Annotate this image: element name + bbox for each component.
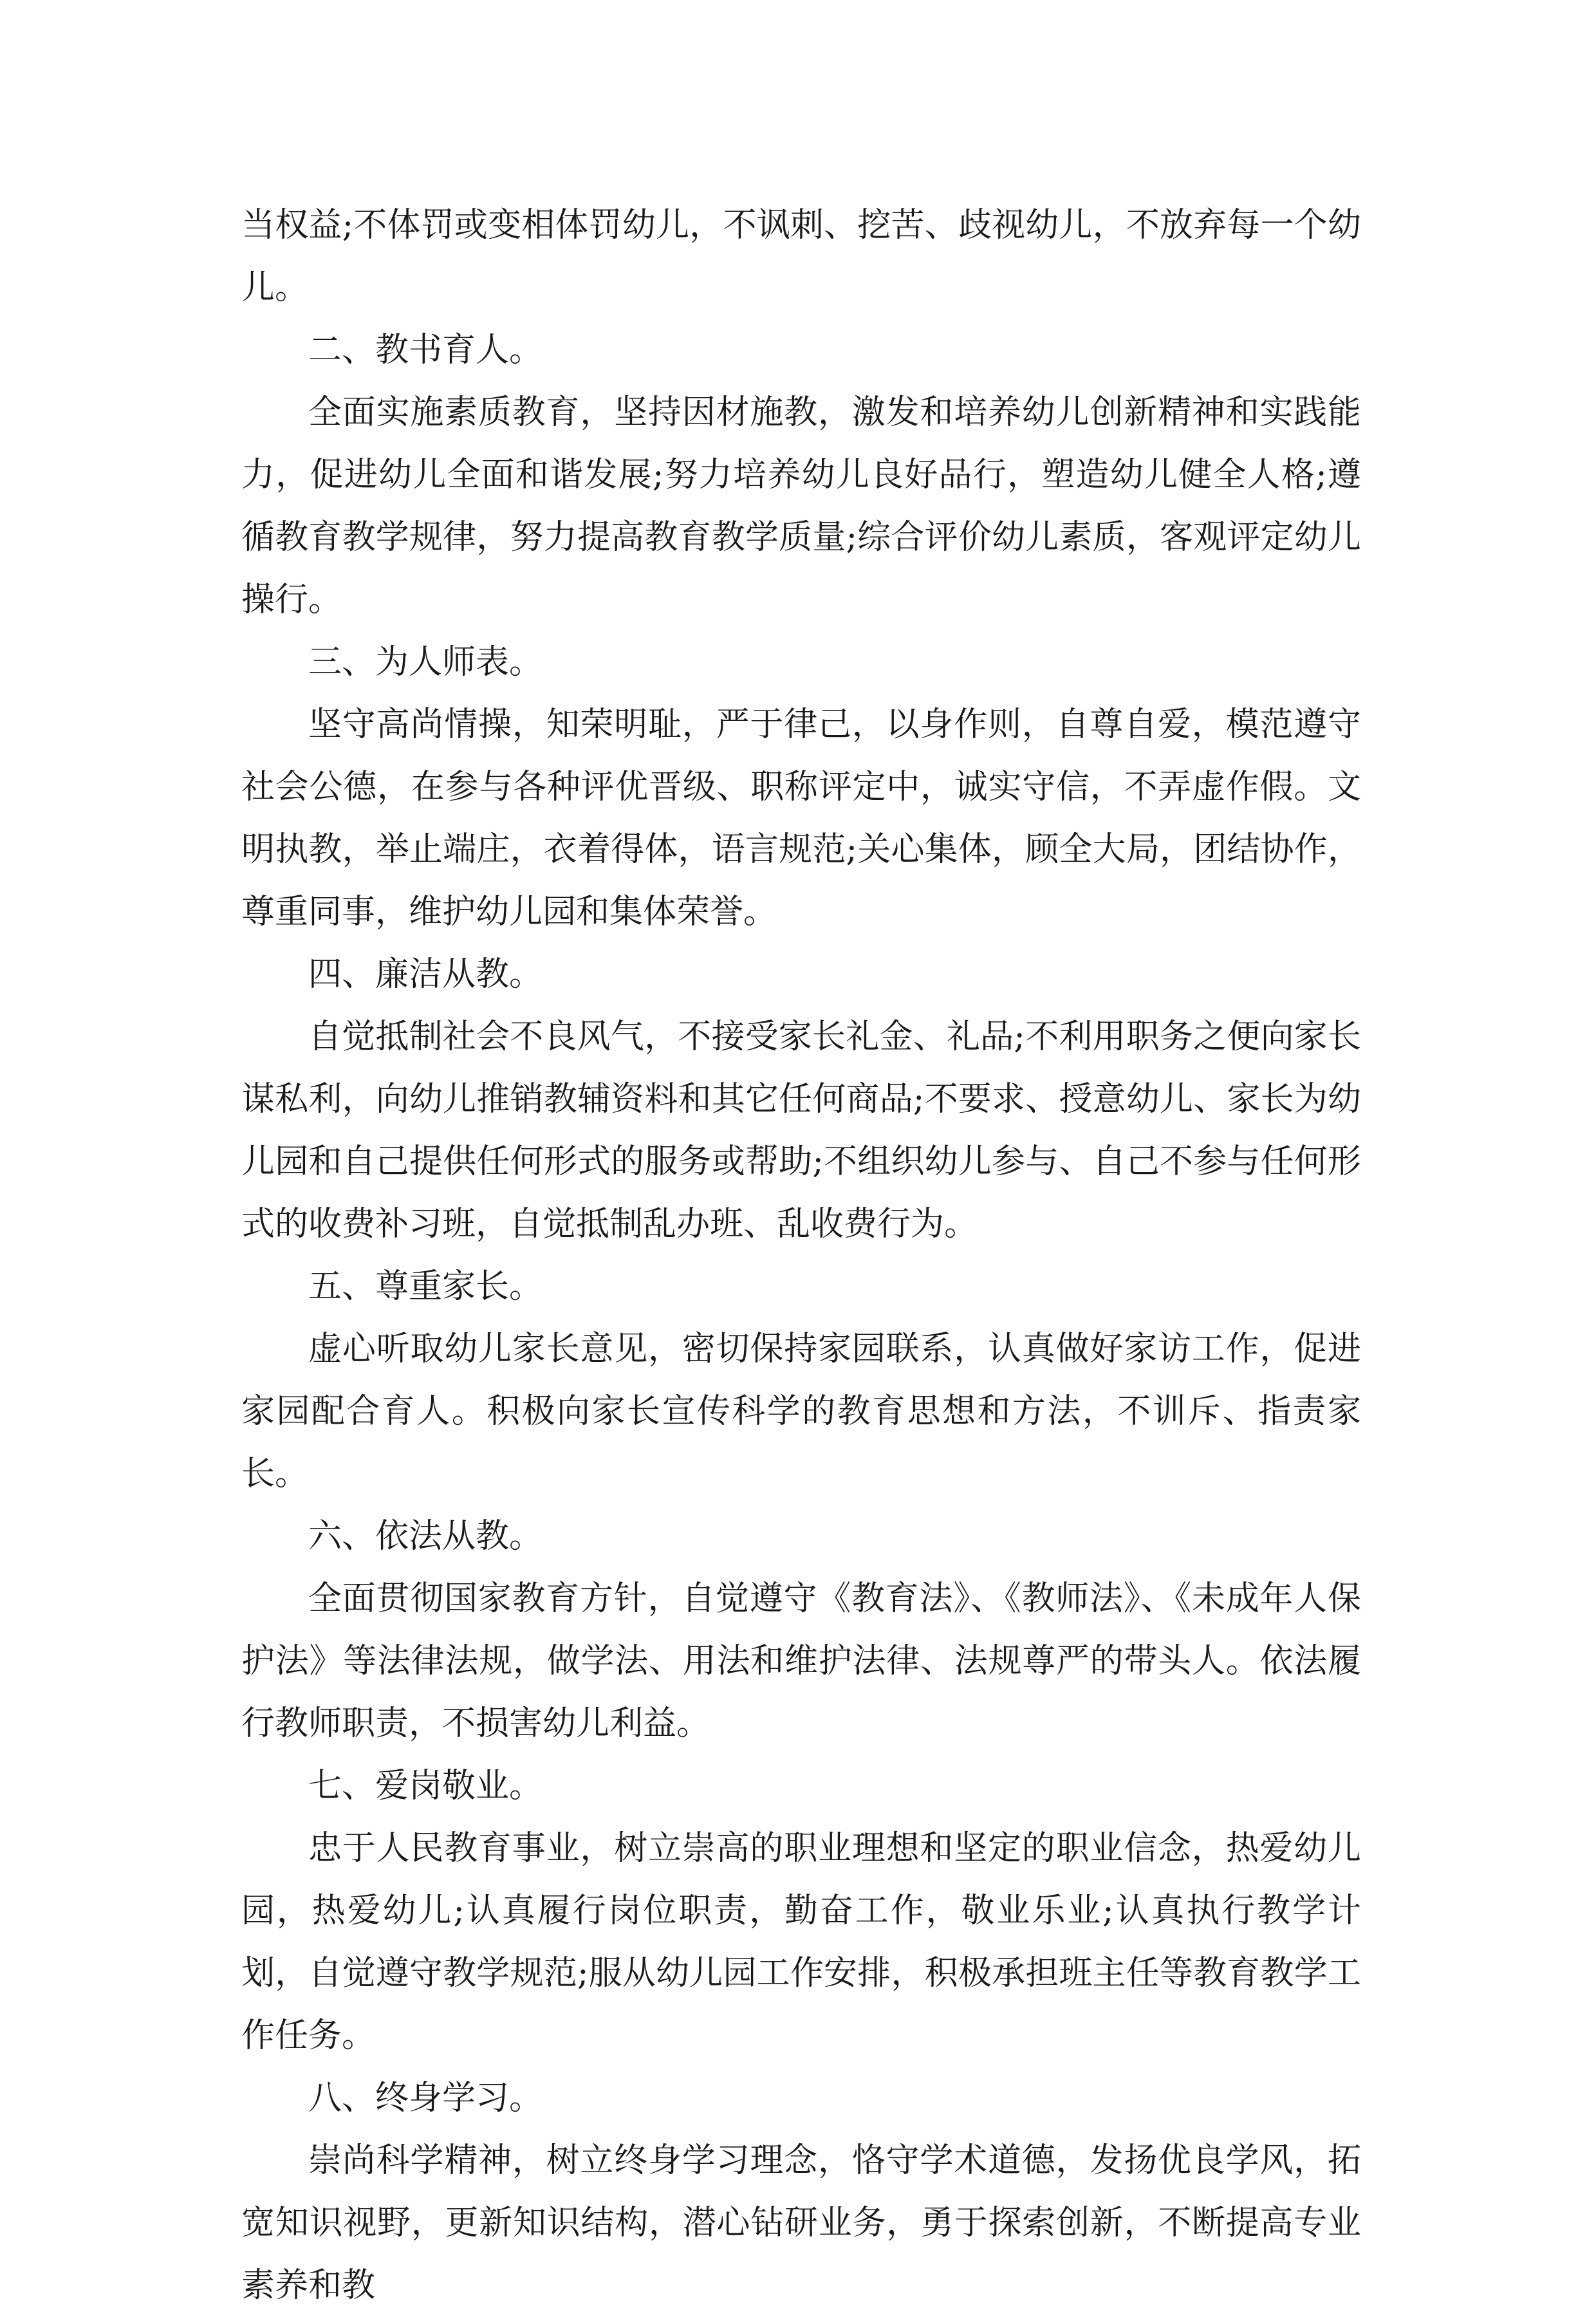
continuation-paragraph: 当权益;不体罚或变相体罚幼儿，不讽刺、挖苦、歧视幼儿，不放弃每一个幼儿。 [241, 206, 1361, 307]
section-heading: 五、尊重家长。 [308, 1267, 543, 1306]
section-paragraph: 忠于人民教育事业，树立崇高的职业理想和坚定的职业信念，热爱幼儿园，热爱幼儿;认真履行岗位职责，勤奋工作，敬业乐业;认真执行教学计划，自觉遵守教学规范;服从幼儿园工作安排，积极承担班主任等教育教学工作任务。 [241, 1829, 1361, 2055]
section-paragraph: 自觉抵制社会不良风气，不接受家长礼金、礼品;不利用职务之便向家长谋私利，向幼儿推销教辅资料和其它任何商品;不要求、授意幼儿、家长为幼儿园和自己提供任何形式的服务或帮助;不组织幼儿参与、自己不参与任何形式的收费补习班，自觉抵制乱办班、乱收费行为。 [241, 1018, 1361, 1243]
section-paragraph: 全面贯彻国家教育方针，自觉遵守《教育法》、《教师法》、《未成年人保护法》等法律法规，做学法、用法和维护法律、法规尊严的带头人。依法履行教师职责，不损害幼儿利益。 [241, 1579, 1361, 1743]
section-heading: 四、廉洁从教。 [308, 955, 543, 994]
section-paragraph: 全面实施素质教育，坚持因材施教，激发和培养幼儿创新精神和实践能力，促进幼儿全面和谐发展;努力培养幼儿良好品行，塑造幼儿健全人格;遵循教育教学规律，努力提高教育教学质量;综合评价幼儿素质，客观评定幼儿操行。 [241, 393, 1361, 619]
section-heading: 六、依法从教。 [308, 1517, 543, 1556]
section-paragraph: 崇尚科学精神，树立终身学习理念，恪守学术道德，发扬优良学风，拓宽知识视野，更新知识结构，潜心钻研业务，勇于探索创新，不断提高专业素养和教 [241, 2141, 1361, 2305]
section-paragraph: 坚守高尚情操，知荣明耻，严于律己，以身作则，自尊自爱，模范遵守社会公德，在参与各种评优晋级、职称评定中，诚实守信，不弄虚作假。文明执教，举止端庄，衣着得体，语言规范;关心集体，顾全大局，团结协作，尊重同事，维护幼儿园和集体荣誉。 [241, 705, 1361, 931]
section-paragraph: 虚心听取幼儿家长意见，密切保持家园联系，认真做好家访工作，促进家园配合育人。积极向家长宣传科学的教育思想和方法，不训斥、指责家长。 [241, 1330, 1361, 1493]
document-body [241, 194, 1361, 2317]
section-heading: 二、教书育人。 [308, 331, 543, 369]
section-heading: 八、终身学习。 [308, 2079, 543, 2117]
section-heading: 七、爱岗敬业。 [308, 1767, 543, 1805]
section-heading: 三、为人师表。 [308, 643, 543, 682]
